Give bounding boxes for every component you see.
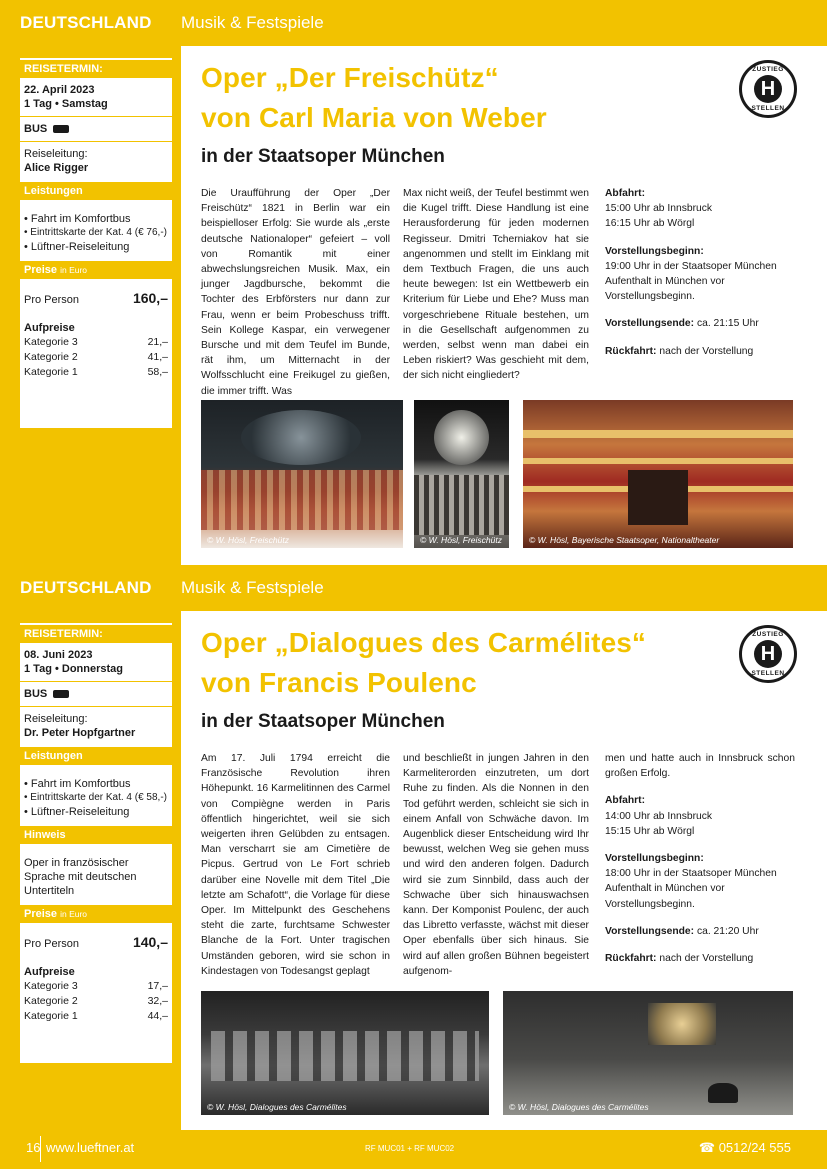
pro-person-label: Pro Person: [24, 294, 80, 306]
opera-photo: [201, 400, 403, 548]
photo-caption: © W. Hösl, Freischütz: [207, 535, 289, 545]
reiseleitung-label: Reiseleitung:: [24, 713, 88, 725]
beginn-text: 19:00 Uhr in der Staatsoper München Aufenthalt in München vor Vorstellungsbeginn.: [605, 260, 777, 303]
opera-photo: [523, 400, 793, 548]
aufpreis-row: Kategorie 3 21,–: [24, 336, 168, 348]
zustiegstellen-badge-icon: ZUSTIEG H STELLEN: [739, 625, 797, 683]
ende-label: Vorstellungsende:: [605, 925, 695, 937]
abfahrt-time: 14:00 Uhr ab Innsbruck: [605, 810, 713, 822]
description-col3: men und hatte auch in Innsbruck schon großen Erfolg.: [605, 753, 795, 780]
trip-title-line2: von Carl Maria von Weber: [201, 102, 547, 133]
rueckfahrt-text: nach der Vorstellung: [659, 345, 754, 357]
trip-sidebar: [0, 46, 181, 565]
abfahrt-label: Abfahrt:: [605, 795, 646, 807]
preise-heading: Preise in Euro: [20, 259, 172, 279]
description-col1: Am 17. Juli 1794 erreicht die Französische Revolution ihren Höhepunkt. 16 Karmelitinnen des Carmel von Compiègne werden in Paris öffentlich hingerichtet, weil sie sich weigerten ihren Gelübden zu entsagen. Man verscharrt sie am Cimetière de Picpus. Gertrud von Le Fort schrieb darüber eine Novelle mit dem Titel „Die letzte am Schafott“, die Vorlage für diese Oper. Im Mittelpunkt des Geschehens steht die zarte, furchtsame Schwester Blanche de la Fort. Unter tragischen Umständen geboren, wird sie schon in Kindestagen von Todesangst geplagt: [201, 753, 390, 977]
reiseleitung-name: Alice Rigger: [24, 162, 89, 174]
bus-icon: [53, 125, 69, 133]
ende-text: ca. 21:15 Uhr: [696, 318, 759, 330]
abfahrt-time: 15:15 Uhr ab Wörgl: [605, 825, 695, 837]
trip-title: Oper „Dialogues des Carmélites“: [201, 627, 647, 658]
leistungen-heading: Leistungen: [20, 745, 172, 765]
aufpreis-row: Kategorie 2 32,–: [24, 995, 168, 1007]
abfahrt-label: Abfahrt:: [605, 188, 646, 199]
beginn-label: Vorstellungsbeginn:: [605, 245, 704, 257]
transport-label: BUS: [24, 123, 48, 135]
page-number: 16: [26, 1140, 41, 1155]
section-header-bar: [0, 0, 827, 46]
photo-caption: © W. Hösl, Bayerische Staatsoper, Nationaltheater: [529, 535, 720, 545]
trip-section-carmelites: [0, 565, 827, 1130]
transport-label: BUS: [24, 688, 48, 700]
photo-caption: © W. Hösl, Freischütz: [420, 535, 502, 545]
trip-title-line2: von Francis Poulenc: [201, 667, 477, 698]
description-col2: Max nicht weiß, der Teufel bestimmt wen die Kugel trifft. Diese Handlung ist eine Herausforderung für jeden modernen Regisseur. Dmitri Tcherniakov hat sie angenommen und stellt im Einklang mit dem Textbuch Fragen, die uns auch heute bewegen: Ist ein Wettbewerb ein Kriterium für Liebe und Ehe? Muss man vorgeschriebene Rituale bestehen, um in die Gesellschaft aufgenommen zu werden, selbst wenn man dabei ein Leben riskiert? Was geschieht mit dem, der sich nicht eingliedert?: [403, 188, 589, 382]
footer-divider: [40, 1136, 41, 1162]
trip-subtitle: in der Staatsoper München: [201, 146, 445, 167]
photo-caption: © W. Hösl, Dialogues des Carmélites: [207, 1102, 347, 1112]
category-label: Musik & Festspiele: [181, 13, 324, 32]
reisetermin-heading: REISETERMIN:: [20, 623, 172, 643]
rueckfahrt-label: Rückfahrt:: [605, 345, 657, 357]
leistung-item: • Fahrt im Komfortbus: [24, 778, 131, 790]
section-header-bar: [0, 565, 827, 611]
page-footer: [0, 1130, 827, 1169]
opera-photo: [414, 400, 509, 548]
trip-title: Oper „Der Freischütz“: [201, 62, 499, 93]
trip-date: 22. April 2023: [24, 84, 95, 96]
reisetermin-heading: REISETERMIN:: [20, 58, 172, 78]
beginn-label: Vorstellungsbeginn:: [605, 853, 704, 865]
leistung-item: • Lüftner-Reiseleitung: [24, 806, 130, 818]
trip-duration: 1 Tag • Samstag: [24, 98, 108, 110]
reiseleitung-name: Dr. Peter Hopfgartner: [24, 727, 136, 739]
hinweis-heading: Hinweis: [20, 824, 172, 844]
trip-subtitle: in der Staatsoper München: [201, 711, 445, 732]
aufpreis-row: Kategorie 2 41,–: [24, 351, 168, 363]
aufpreise-heading: Aufpreise: [24, 322, 75, 334]
opera-photo: [503, 991, 793, 1115]
bus-icon: [53, 690, 69, 698]
rueckfahrt-label: Rückfahrt:: [605, 953, 657, 965]
info-col: [605, 751, 795, 978]
leistung-item: • Lüftner-Reiseleitung: [24, 241, 130, 253]
website-link[interactable]: www.lueftner.at: [46, 1140, 135, 1155]
leistung-item: • Eintrittskarte der Kat. 4 (€ 58,-): [24, 792, 167, 803]
category-label: Musik & Festspiele: [181, 578, 324, 597]
aufpreis-row: Kategorie 1 58,–: [24, 366, 168, 378]
leistung-item: • Eintrittskarte der Kat. 4 (€ 76,-): [24, 227, 167, 238]
phone-number[interactable]: ☎ 0512/24 555: [698, 1140, 791, 1155]
ende-label: Vorstellungsende:: [605, 318, 695, 330]
info-col: [605, 186, 795, 371]
preise-heading: Preise in Euro: [20, 903, 172, 923]
beginn-text: 18:00 Uhr in der Staatsoper München Aufenthalt in München vor Vorstellungsbeginn.: [605, 868, 777, 910]
trip-section-freischuetz: [0, 0, 827, 565]
zustiegstellen-badge-icon: ZUSTIEG H STELLEN: [739, 60, 797, 118]
opera-photo: [201, 991, 489, 1115]
aufpreise-heading: Aufpreise: [24, 966, 75, 978]
country-label: DEUTSCHLAND: [20, 13, 152, 32]
trip-duration: 1 Tag • Donnerstag: [24, 663, 123, 675]
description-col2: und beschließt in jungen Jahren in den Karmeliterorden einzutreten, um dort Ruhe zu finden. Als die Nonnen in den Tod geführt werden, schleicht sie sich in einem Anfall von Schwäche davon. Im Augenblick dieser Entscheidung wird Ihr bewusst, welchen Weg sie gehen muss und wird den anderen folgen. Dadurch wird sie zum Sinnbild, dass auch der Schwache über sich hinauswachsen kann. Der Komponist Poulenc, der auch das Libretto verfasste, wächst mit dieser Oper ebenfalls über sich hinaus. Sie wird auf allen großen Bühnen begeistert aufgenom-: [403, 753, 589, 977]
trip-sidebar: [0, 611, 181, 1130]
abfahrt-time: 15:00 Uhr ab Innsbruck: [605, 203, 713, 215]
reiseleitung-label: Reiseleitung:: [24, 148, 88, 160]
aufpreis-row: Kategorie 1 44,–: [24, 1010, 168, 1022]
leistungen-heading: Leistungen: [20, 180, 172, 200]
pro-person-label: Pro Person: [24, 938, 80, 950]
trip-main: [181, 46, 827, 565]
trip-main: [181, 611, 827, 1130]
ende-text: ca. 21:20 Uhr: [696, 925, 759, 937]
description-col1: Die Uraufführung der Oper „Der Freischütz“ 1821 in Berlin war ein beispielloser Erfolg: Sie wurde als „erste deutsche Nationaloper“ gefeiert – voll von Romantik mit einer abwechslungsreichen Musik. Max, ein junger Jagdbursche, bekommt die Tochter des Erbförsters nur dann zur Frau, wenn er beim Probeschuss trifft. Sein Kollege Kaspar, ein verwegener Bursche und mit dem Teufel im Bunde, rät ihm, um Mitternacht in der Wolfsschlucht eine Freikugel zu gießen, die immer trifft. Was: [201, 188, 390, 397]
abfahrt-time: 16:15 Uhr ab Wörgl: [605, 218, 695, 230]
photo-caption: © W. Hösl, Dialogues des Carmélites: [509, 1102, 649, 1112]
aufpreis-row: Kategorie 3 17,–: [24, 980, 168, 992]
trip-date: 08. Juni 2023: [24, 649, 93, 661]
pro-person-price: 160,–: [132, 290, 168, 306]
trip-codes: RF MUC01 + RF MUC02: [365, 1144, 455, 1153]
hinweis-text: Oper in französischer Sprache mit deutschen Untertiteln: [24, 857, 137, 897]
pro-person-price: 140,–: [132, 934, 168, 950]
rueckfahrt-text: nach der Vorstellung: [659, 953, 754, 965]
leistung-item: • Fahrt im Komfortbus: [24, 213, 131, 225]
country-label: DEUTSCHLAND: [20, 578, 152, 597]
